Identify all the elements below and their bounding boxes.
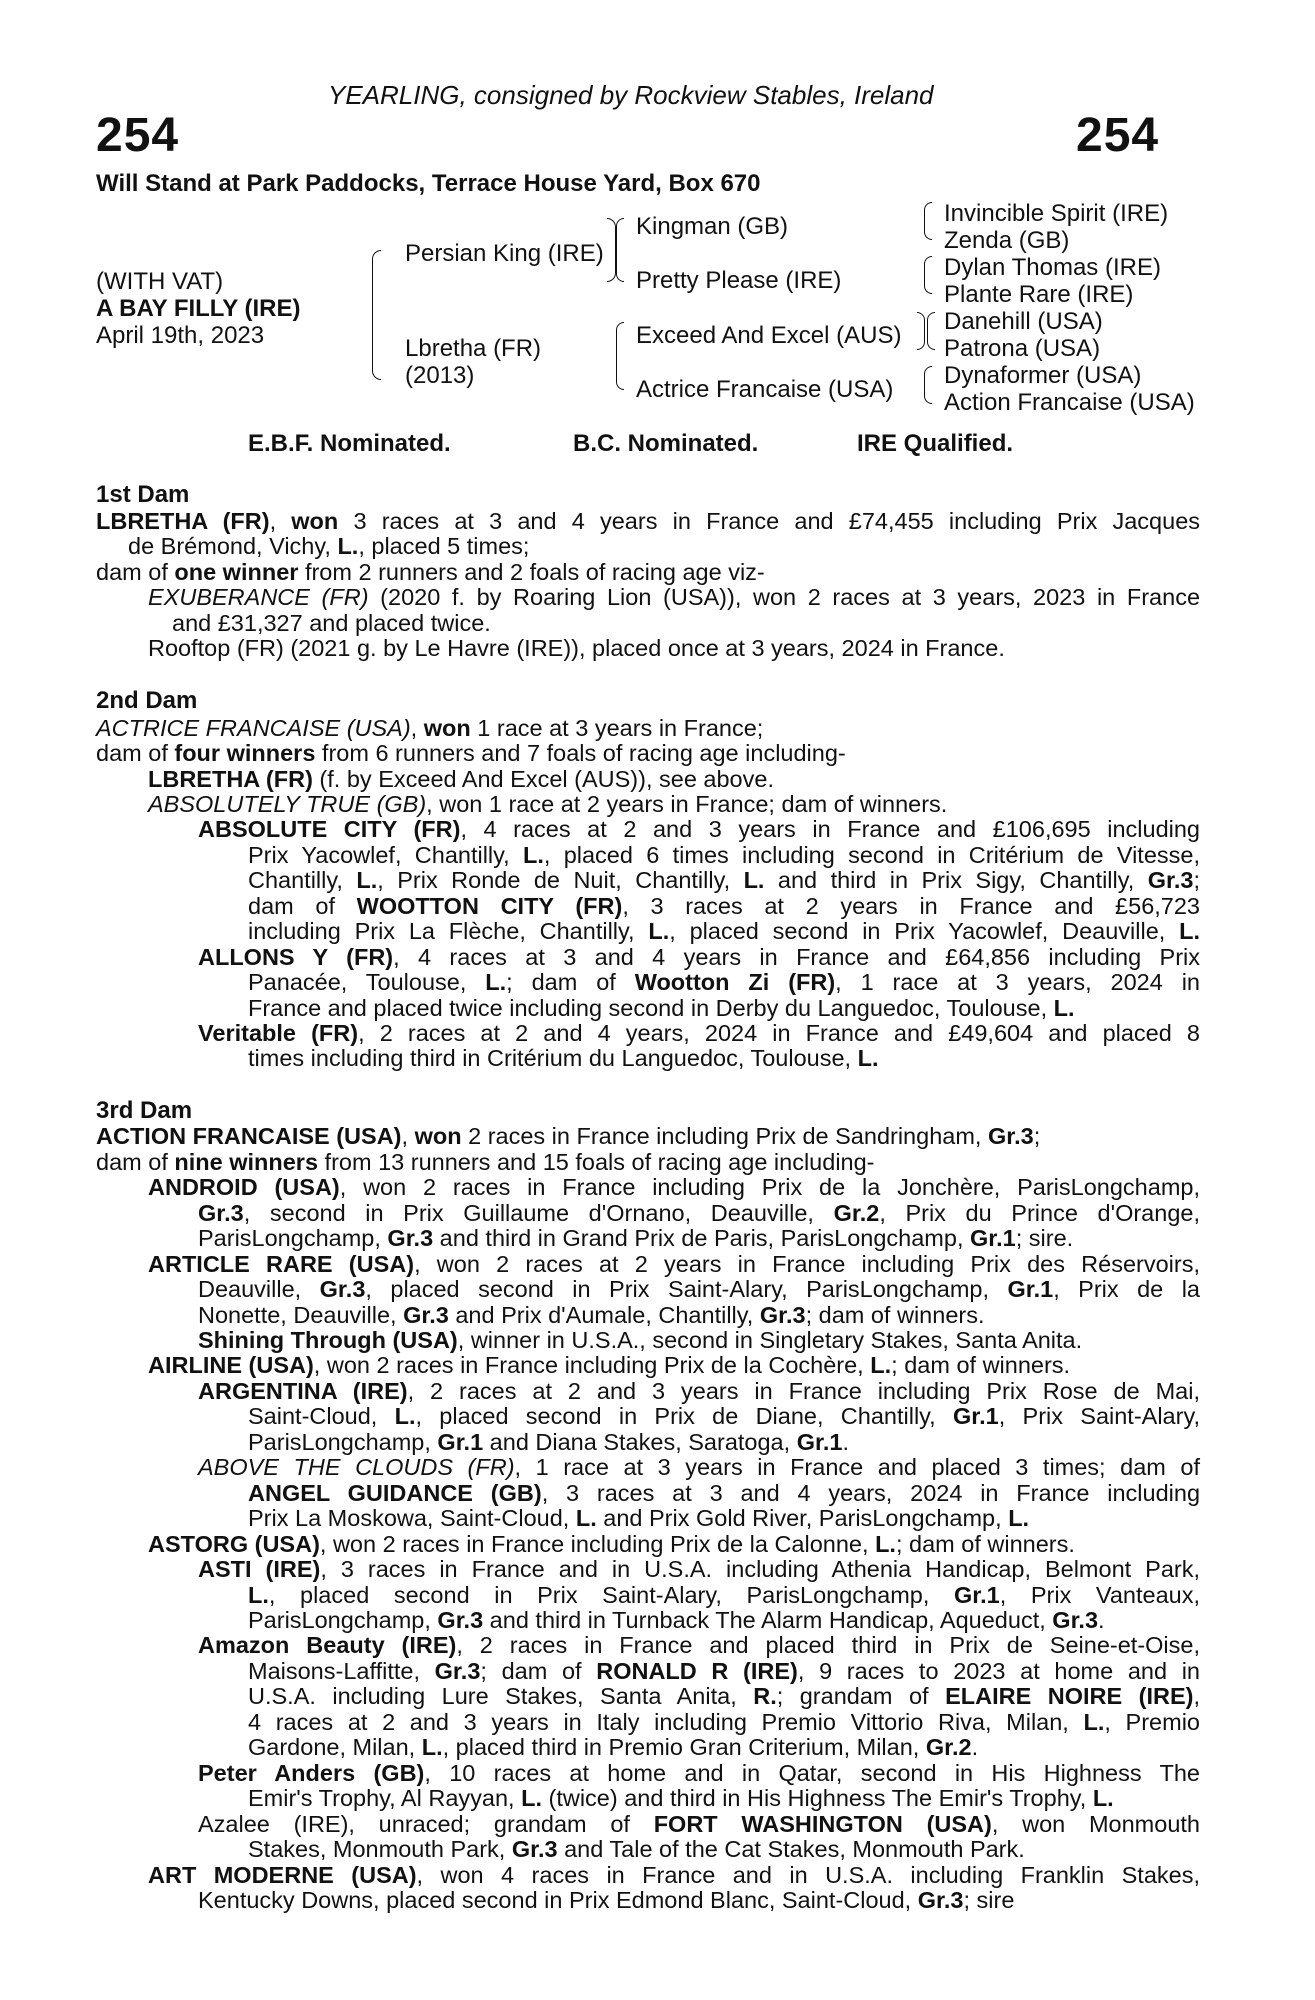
bold-text: L.	[1083, 1709, 1105, 1735]
bold-text: Amazon Beauty (IRE)	[198, 1632, 457, 1658]
text-run: and Prix d'Aumale, Chantilly,	[448, 1302, 760, 1328]
pedigree-dam-dam: Actrice Francaise (USA)	[636, 376, 894, 403]
text-run: (2020 f. by Roaring Lion (USA)), won 2 races at 3 years, 2023 in France	[368, 584, 1201, 610]
pedigree-brace-main	[372, 250, 381, 380]
text-run: , placed 6 times including second in Critérium de Vitesse,	[543, 842, 1200, 868]
pedigree-dam-year: (2013)	[405, 362, 475, 389]
third-dam-heading: 3rd Dam	[96, 1097, 193, 1124]
text-line	[198, 1887, 1014, 1913]
bold-text: L.	[248, 1582, 269, 1608]
text-line	[248, 1734, 978, 1760]
bold-text: Gr.2	[833, 1200, 880, 1226]
bold-text: L.	[743, 867, 765, 893]
text-line	[198, 1302, 985, 1328]
bold-text: Gr.3	[387, 1225, 434, 1251]
bold-text: AIRLINE (USA)	[148, 1352, 314, 1378]
text-line	[96, 1149, 875, 1175]
text-line	[198, 1811, 1200, 1837]
bold-text: L.	[875, 1531, 896, 1557]
bold-text: ASTORG (USA)	[148, 1531, 320, 1557]
pedigree-g1: Invincible Spirit (IRE)	[944, 200, 1169, 227]
text-run: , 2 races at 2 and 4 years, 2024 in France and £49,604 and placed 8	[358, 1020, 1200, 1046]
bold-text: won	[291, 508, 339, 534]
text-run: , 2 races at 2 and 3 years in France including Prix Rose de Mai,	[407, 1378, 1200, 1404]
text-line	[248, 995, 1075, 1021]
pedigree-sire-dam: Pretty Please (IRE)	[636, 267, 842, 294]
text-run: , placed third in Premio Gran Criterium, Milan,	[442, 1734, 926, 1760]
text-run: Gardone, Milan,	[248, 1734, 422, 1760]
text-run: .	[1098, 1607, 1105, 1633]
text-run: ; dam of	[480, 1658, 597, 1684]
text-line	[248, 1836, 1025, 1862]
italic-text: EXUBERANCE (FR)	[148, 584, 369, 610]
horse-dob: April 19th, 2023	[96, 322, 265, 349]
text-run: , 3 races in France and in U.S.A. including Athenia Handicap, Belmont Park,	[320, 1556, 1200, 1582]
text-line	[248, 1505, 1029, 1531]
bold-text: L.	[485, 969, 507, 995]
text-run: Rooftop (FR) (2021 g. by Le Havre (IRE)), placed once at 3 years, 2024 in France.	[148, 635, 1005, 661]
text-run: Saint-Cloud,	[248, 1403, 395, 1429]
bold-text: L.	[521, 1785, 542, 1811]
bold-text: L.	[1179, 918, 1200, 944]
bold-text: WOOTTON CITY (FR)	[356, 893, 623, 919]
text-run: Stakes, Monmouth Park,	[248, 1836, 512, 1862]
lot-number-right: 254	[1076, 109, 1160, 162]
pedigree-g8: Action Francaise (USA)	[944, 389, 1195, 416]
bold-text: Gr.3	[437, 1607, 484, 1633]
italic-text: ABSOLUTELY TRUE (GB)	[148, 791, 427, 817]
pedigree-brace-g4	[924, 366, 932, 404]
text-run: dam of	[96, 740, 175, 766]
text-line	[198, 1020, 1200, 1046]
horse-name: A BAY FILLY (IRE)	[96, 295, 301, 322]
text-line	[148, 1862, 1200, 1888]
text-run: , Prix Ronde de Nuit, Chantilly,	[377, 867, 744, 893]
bold-text: Gr.3	[319, 1276, 366, 1302]
bold-text: LBRETHA (FR)	[96, 508, 270, 534]
text-run: (f. by Exceed And Excel (AUS)), see above.	[312, 766, 774, 792]
text-run: ; dam of winners.	[891, 1352, 1071, 1378]
text-run: Prix Yacowlef, Chantilly,	[248, 842, 523, 868]
bold-text: L.	[857, 1045, 879, 1071]
text-run: ; dam of winners.	[805, 1302, 985, 1328]
text-line	[96, 715, 763, 741]
bold-text: ALLONS Y (FR)	[198, 944, 394, 970]
text-run: , 4 races at 3 and 4 years in France and £64,856 including Prix	[393, 944, 1201, 970]
text-line	[248, 1607, 1105, 1633]
bold-text: four winners	[174, 740, 316, 766]
text-line	[248, 1429, 849, 1455]
text-run: 1 race at 3 years in France;	[470, 715, 764, 741]
text-run: , 1 race at 3 years, 2024 in	[835, 969, 1200, 995]
text-run: , won Monmouth	[991, 1811, 1200, 1837]
text-line	[198, 1200, 1200, 1226]
text-run: , 4 races at 2 and 3 years in France and £106,695 including	[460, 816, 1200, 842]
text-run: from 2 runners and 2 foals of racing age viz-	[298, 559, 765, 585]
text-run: ; dam of	[506, 969, 635, 995]
text-line	[248, 1785, 1114, 1811]
text-run: and third in Prix Sigy, Chantilly,	[764, 867, 1148, 893]
bold-text: ANGEL GUIDANCE (GB)	[248, 1480, 542, 1506]
bold-text: Gr.1	[953, 1582, 1000, 1608]
text-run: , winner in U.S.A., second in Singletary Stakes, Santa Anita.	[457, 1327, 1083, 1353]
text-run: Kentucky Downs, placed second in Prix Edmond Blanc, Saint-Cloud,	[198, 1887, 918, 1913]
bold-text: Gr.1	[1007, 1276, 1054, 1302]
pedigree-brace-g2	[924, 256, 932, 294]
text-run: ParisLongchamp,	[248, 1429, 438, 1455]
bold-text: L.	[1008, 1505, 1030, 1531]
text-run: times including third in Critérium du Languedoc, Toulouse,	[248, 1045, 858, 1071]
bold-text: ASTI (IRE)	[198, 1556, 321, 1582]
bold-text: L.	[1092, 1785, 1114, 1811]
bold-text: ELAIRE NOIRE (IRE)	[945, 1683, 1194, 1709]
text-run: , placed second in Prix Saint-Alary, ParisLongchamp,	[268, 1582, 954, 1608]
pedigree-brace-dam-parents	[616, 322, 624, 390]
bold-text: R.	[753, 1683, 777, 1709]
bold-text: L.	[648, 918, 670, 944]
text-run: Azalee (IRE), unraced; grandam of	[198, 1811, 654, 1837]
bold-text: Peter Anders (GB)	[198, 1760, 425, 1786]
text-run: Panacée, Toulouse,	[248, 969, 486, 995]
text-run: Nonette, Deauville,	[198, 1302, 404, 1328]
text-run: , Prix du Prince d'Orange,	[879, 1200, 1200, 1226]
text-line	[148, 1174, 1200, 1200]
bold-text: Gr.3	[987, 1123, 1034, 1149]
text-run: from 6 runners and 7 foals of racing age including-	[315, 740, 846, 766]
text-run: and third in Turnback The Alarm Handicap, Aqueduct,	[483, 1607, 1053, 1633]
pedigree-brace-sire-parents	[616, 218, 624, 282]
text-run: U.S.A. including Lure Stakes, Santa Anita,	[248, 1683, 754, 1709]
text-run: ; dam of winners.	[895, 1531, 1075, 1557]
text-run: , 9 races to 2023 at home and in	[797, 1658, 1201, 1684]
bold-text: L.	[337, 533, 359, 559]
text-line	[96, 740, 846, 766]
text-run: and Tale of the Cat Stakes, Monmouth Park.	[557, 1836, 1025, 1862]
text-run: ;	[1033, 1123, 1041, 1149]
text-run: 3 races at 3 and 4 years in France and £74,455 including Prix Jacques	[338, 508, 1201, 534]
text-line	[198, 1225, 1073, 1251]
pedigree-g2: Zenda (GB)	[944, 227, 1070, 254]
bold-text: nine winners	[174, 1149, 319, 1175]
text-run: Chantilly,	[248, 867, 357, 893]
italic-text: ACTRICE FRANCAISE (USA)	[96, 715, 411, 741]
bold-text: ABSOLUTE CITY (FR)	[198, 816, 461, 842]
text-run: , placed second in Prix Saint-Alary, ParisLongchamp,	[365, 1276, 1008, 1302]
text-run: including Prix La Flèche, Chantilly,	[248, 918, 649, 944]
ebf-nominated: E.B.F. Nominated.	[248, 430, 451, 457]
text-line	[248, 842, 1200, 868]
bold-text: Gr.1	[970, 1225, 1016, 1251]
text-line	[248, 1480, 1200, 1506]
bold-text: RONALD R (IRE)	[596, 1658, 798, 1684]
vat-note: (WITH VAT)	[96, 268, 224, 295]
text-run: , placed 5 times;	[358, 533, 530, 559]
pedigree-g7: Dynaformer (USA)	[944, 362, 1142, 389]
text-line	[248, 1709, 1200, 1735]
text-line	[96, 508, 1200, 534]
stand-location: Will Stand at Park Paddocks, Terrace House Yard, Box 670	[96, 170, 761, 197]
ire-qualified: IRE Qualified.	[857, 430, 1014, 457]
text-line	[248, 1045, 879, 1071]
bold-text: L.	[522, 842, 544, 868]
text-line	[148, 635, 1005, 661]
text-line	[148, 766, 774, 792]
pedigree-g4: Plante Rare (IRE)	[944, 281, 1134, 308]
text-run: Deauville,	[198, 1276, 320, 1302]
text-line	[198, 816, 1200, 842]
text-run: ; sire.	[1015, 1225, 1074, 1251]
text-line	[148, 1352, 1070, 1378]
text-run: , won 2 races in France including Prix de la Jonchère, ParisLongchamp,	[339, 1174, 1200, 1200]
bold-text: L.	[356, 867, 378, 893]
text-run: France and placed twice including second in Derby du Languedoc, Toulouse,	[248, 995, 1054, 1021]
bold-text: Gr.1	[796, 1429, 843, 1455]
pedigree-sire-sire: Kingman (GB)	[636, 213, 789, 240]
text-run: dam of	[96, 1149, 175, 1175]
text-line	[198, 1556, 1200, 1582]
text-run: .	[971, 1734, 979, 1760]
text-line	[96, 1123, 1040, 1149]
text-run: , 2 races in France and placed third in Prix de Seine-et-Oise,	[456, 1632, 1200, 1658]
bold-text: Gr.3	[759, 1302, 806, 1328]
text-line	[198, 1454, 1200, 1480]
text-run: and £31,327 and placed twice.	[172, 610, 491, 636]
text-line	[148, 791, 947, 817]
bold-text: ACTION FRANCAISE (USA)	[96, 1123, 402, 1149]
consignment-header: YEARLING, consigned by Rockview Stables, Ireland	[328, 80, 934, 110]
bold-text: L.	[1053, 995, 1075, 1021]
text-run: 4 races at 2 and 3 years in Italy including Premio Vittorio Riva, Milan,	[248, 1709, 1084, 1735]
text-run: de Brémond, Vichy,	[128, 533, 338, 559]
text-run: , Prix de la	[1053, 1276, 1200, 1302]
text-line	[128, 533, 529, 559]
pedigree-dam: Lbretha (FR)	[405, 335, 542, 362]
text-line	[96, 559, 765, 585]
text-run: ; sire	[963, 1887, 1015, 1913]
text-run: , 10 races at home and in Qatar, second in His Highness The	[424, 1760, 1200, 1786]
text-run: and Diana Stakes, Saratoga,	[483, 1429, 797, 1455]
text-line	[172, 610, 491, 636]
text-run: and third in Grand Prix de Paris, ParisLongchamp,	[433, 1225, 971, 1251]
bold-text: ANDROID (USA)	[148, 1174, 340, 1200]
text-run: , Prix Saint-Alary,	[998, 1403, 1200, 1429]
pedigree-brace-dam-sire	[917, 312, 925, 350]
bold-text: Gr.3	[403, 1302, 449, 1328]
text-run: (twice) and third in His Highness The Emir's Trophy,	[541, 1785, 1093, 1811]
text-line	[248, 893, 1200, 919]
text-line	[148, 1531, 1075, 1557]
bold-text: Gr.3	[1147, 867, 1194, 893]
bold-text: L.	[575, 1505, 597, 1531]
first-dam-heading: 1st Dam	[96, 481, 190, 508]
text-run: 2 races in France including Prix de Sandringham,	[461, 1123, 988, 1149]
text-line	[198, 1760, 1200, 1786]
bold-text: Gr.2	[925, 1734, 972, 1760]
text-run: .	[842, 1429, 849, 1455]
text-line	[248, 1683, 1200, 1709]
text-run: , won 2 races in France including Prix de la Calonne,	[319, 1531, 876, 1557]
text-run: ,	[410, 715, 424, 741]
bold-text: won	[423, 715, 471, 741]
lot-number-left: 254	[96, 109, 180, 162]
text-line	[148, 584, 1200, 610]
bold-text: ART MODERNE (USA)	[148, 1862, 417, 1888]
text-line	[198, 1378, 1200, 1404]
text-run: , 3 races at 3 and 4 years, 2024 in France including	[541, 1480, 1201, 1506]
bold-text: L.	[421, 1734, 443, 1760]
text-line	[198, 1327, 1082, 1353]
text-line	[248, 1403, 1200, 1429]
bold-text: FORT WASHINGTON (USA)	[653, 1811, 992, 1837]
second-dam-heading: 2nd Dam	[96, 687, 198, 714]
bold-text: ARGENTINA (IRE)	[198, 1378, 408, 1404]
bold-text: Gr.1	[952, 1403, 999, 1429]
text-run: Maisons-Laffitte,	[248, 1658, 435, 1684]
text-run: ,	[269, 508, 292, 534]
italic-text: ABOVE THE CLOUDS (FR)	[198, 1454, 515, 1480]
text-run: ,	[1193, 1683, 1200, 1709]
bold-text: one winner	[174, 559, 299, 585]
bold-text: L.	[870, 1352, 892, 1378]
bold-text: Gr.3	[198, 1200, 244, 1226]
text-run: ParisLongchamp,	[198, 1225, 388, 1251]
text-run: , won 4 races in France and in U.S.A. including Franklin Stakes,	[416, 1862, 1200, 1888]
bold-text: ARTICLE RARE (USA)	[148, 1251, 415, 1277]
text-run: ParisLongchamp,	[248, 1607, 438, 1633]
bold-text: LBRETHA (FR)	[148, 766, 313, 792]
bold-text: Gr.1	[437, 1429, 484, 1455]
text-run: , won 2 races at 2 years in France including Prix des Réservoirs,	[414, 1251, 1200, 1277]
bc-nominated: B.C. Nominated.	[573, 430, 759, 457]
text-run: dam of	[96, 559, 175, 585]
text-run: , 1 race at 3 years in France and placed 3 times; dam of	[514, 1454, 1200, 1480]
bold-text: Gr.3	[511, 1836, 558, 1862]
text-run: Emir's Trophy, Al Rayyan,	[248, 1785, 522, 1811]
text-line	[248, 969, 1200, 995]
text-run: , placed second in Prix de Diane, Chantilly,	[415, 1403, 953, 1429]
text-line	[198, 1276, 1200, 1302]
text-run: from 13 runners and 15 foals of racing age including-	[318, 1149, 875, 1175]
bold-text: Veritable (FR)	[198, 1020, 359, 1046]
bold-text: Shining Through (USA)	[198, 1327, 458, 1353]
text-line	[248, 1658, 1200, 1684]
pedigree-brace-g1	[924, 202, 932, 240]
text-run: Prix La Moskowa, Saint-Cloud,	[248, 1505, 576, 1531]
bold-text: Gr.3	[434, 1658, 481, 1684]
text-run: , 3 races at 2 years in France and £56,723	[622, 893, 1201, 919]
pedigree-g6: Patrona (USA)	[944, 335, 1101, 362]
text-run: and Prix Gold River, ParisLongchamp,	[596, 1505, 1009, 1531]
pedigree-g3: Dylan Thomas (IRE)	[944, 254, 1161, 281]
text-run: , placed second in Prix Yacowlef, Deauville,	[669, 918, 1180, 944]
pedigree-dam-sire: Exceed And Excel (AUS)	[636, 322, 902, 349]
text-run: , second in Prix Guillaume d'Ornano, Deauville,	[243, 1200, 834, 1226]
pedigree-brace-g3	[927, 312, 935, 350]
pedigree-sire: Persian King (IRE)	[405, 240, 604, 267]
bold-text: Wootton Zi (FR)	[634, 969, 836, 995]
text-line	[248, 867, 1200, 893]
text-run: , won 1 race at 2 years in France; dam of winners.	[426, 791, 948, 817]
bold-text: Gr.3	[1052, 1607, 1099, 1633]
text-run: ; grandam of	[776, 1683, 946, 1709]
text-line	[198, 1632, 1200, 1658]
text-line	[148, 1251, 1200, 1277]
pedigree-g5: Danehill (USA)	[944, 308, 1103, 335]
text-line	[198, 944, 1200, 970]
bold-text: Gr.3	[917, 1887, 964, 1913]
text-run: dam of	[248, 893, 357, 919]
text-line	[248, 1582, 1200, 1608]
text-line	[248, 918, 1200, 944]
pedigree-brace-sire	[607, 218, 616, 282]
text-run: , won 2 races in France including Prix de la Cochère,	[313, 1352, 871, 1378]
bold-text: L.	[394, 1403, 416, 1429]
text-run: ;	[1193, 867, 1200, 893]
text-run: , Prix Vanteaux,	[999, 1582, 1200, 1608]
bold-text: won	[414, 1123, 462, 1149]
text-run: , Premio	[1104, 1709, 1200, 1735]
text-run: ,	[401, 1123, 415, 1149]
